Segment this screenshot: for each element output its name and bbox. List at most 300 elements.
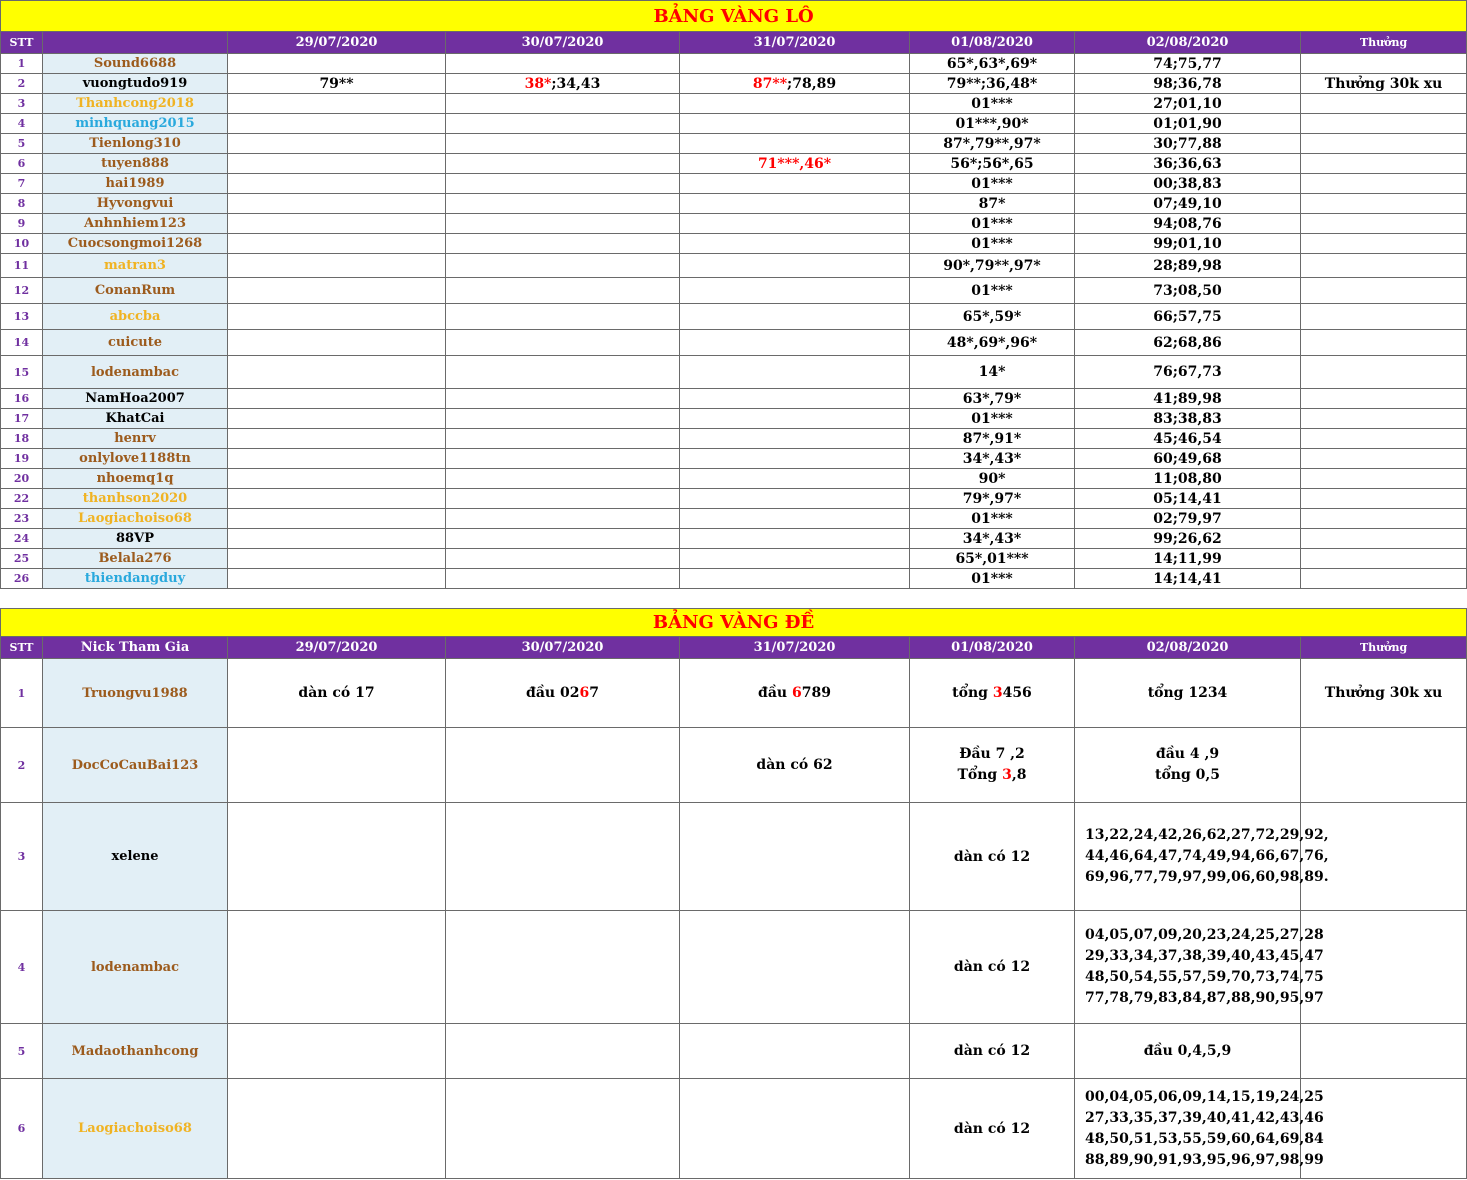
row-stt: 8: [1, 194, 43, 214]
lo-row: [1, 134, 1467, 154]
row-date-4: 65*,59*: [910, 304, 1075, 330]
row-reward: [1301, 509, 1467, 529]
row-nick: henrv: [43, 429, 228, 449]
row-nick: Thanhcong2018: [43, 94, 228, 114]
row-date-4: [910, 728, 1075, 803]
row-date-3: [680, 509, 910, 529]
row-stt: 17: [1, 409, 43, 429]
row-reward: [1301, 134, 1467, 154]
row-nick: xelene: [43, 803, 228, 911]
row-date-4: 01***: [910, 174, 1075, 194]
row-date-3: [680, 254, 910, 278]
text: ;78,89: [787, 75, 837, 92]
row-date-1: [228, 254, 446, 278]
row-date-1: [228, 1079, 446, 1179]
row-date-1: [228, 429, 446, 449]
row-date-3: dàn có 62: [680, 728, 910, 803]
row-stt: 3: [1, 803, 43, 911]
row-date-4: 79*,97*: [910, 489, 1075, 509]
row-stt: 4: [1, 114, 43, 134]
row-date-4: 01***: [910, 234, 1075, 254]
row-date-3: [680, 449, 910, 469]
row-date-2: [446, 134, 680, 154]
row-date-3: [680, 529, 910, 549]
de-header-stt: STT: [1, 637, 43, 659]
de-header-date-4: 01/08/2020: [910, 637, 1075, 659]
lo-row: [1, 356, 1467, 389]
row-date-2: [446, 356, 680, 389]
row-date-5: 07;49,10: [1075, 194, 1301, 214]
lo-row: [1, 214, 1467, 234]
text: 456: [1002, 685, 1032, 701]
row-date-1: [228, 304, 446, 330]
lo-title: BẢNG VÀNG LÔ: [1, 1, 1467, 32]
row-reward: [1301, 278, 1467, 304]
row-reward: [1301, 254, 1467, 278]
row-reward: [1301, 194, 1467, 214]
row-date-4: dàn có 12: [910, 911, 1075, 1024]
lo-row: [1, 569, 1467, 589]
row-date-2: [446, 254, 680, 278]
de-title: BẢNG VÀNG ĐỀ: [1, 609, 1467, 637]
text-highlight: 3: [992, 685, 1003, 701]
lo-row: [1, 509, 1467, 529]
row-nick: Laogiachoiso68: [43, 509, 228, 529]
row-date-4: dàn có 12: [910, 1024, 1075, 1079]
row-date-1: dàn có 17: [228, 659, 446, 728]
row-nick: lodenambac: [43, 356, 228, 389]
header-date-2: 30/07/2020: [446, 32, 680, 54]
header-nick: [43, 32, 228, 54]
row-date-4: dàn có 12: [910, 1079, 1075, 1179]
row-date-2: [446, 330, 680, 356]
row-reward: [1301, 304, 1467, 330]
row-date-4: 01***: [910, 214, 1075, 234]
text: ,8: [1011, 767, 1027, 783]
row-date-5: 02;79,97: [1075, 509, 1301, 529]
number-line: 29,33,34,37,38,39,40,43,45,47: [1085, 948, 1324, 964]
row-date-2: [446, 529, 680, 549]
de-header-nick: Nick Tham Gia: [43, 637, 228, 659]
row-date-2: [446, 114, 680, 134]
row-date-2: [446, 174, 680, 194]
row-nick: Truongvu1988: [43, 659, 228, 728]
row-stt: 6: [1, 1079, 43, 1179]
de-table: [0, 608, 1467, 1179]
row-reward: [1301, 911, 1467, 1024]
row-stt: 15: [1, 356, 43, 389]
row-stt: 14: [1, 330, 43, 356]
row-date-5: 36;36,63: [1075, 154, 1301, 174]
row-reward: [1301, 1079, 1467, 1179]
row-nick: Anhnhiem123: [43, 214, 228, 234]
row-date-5: 76;67,73: [1075, 356, 1301, 389]
row-date-5: [1075, 728, 1301, 803]
row-reward: Thưởng 30k xu: [1301, 659, 1467, 728]
row-date-5: 83;38,83: [1075, 409, 1301, 429]
row-date-2: [446, 449, 680, 469]
de-row: [1, 803, 1467, 911]
text-highlight: 3: [1002, 767, 1012, 783]
lo-row: [1, 304, 1467, 330]
lo-row: [1, 194, 1467, 214]
row-date-2: [446, 803, 680, 911]
row-nick: Belala276: [43, 549, 228, 569]
row-date-3: [680, 569, 910, 589]
row-date-1: [228, 449, 446, 469]
row-date-5: 05;14,41: [1075, 489, 1301, 509]
row-date-3: [680, 94, 910, 114]
number-line: 48,50,54,55,57,59,70,73,74,75: [1085, 969, 1324, 985]
row-stt: 7: [1, 174, 43, 194]
row-reward: [1301, 94, 1467, 114]
lo-row: [1, 154, 1467, 174]
row-date-5: tổng 1234: [1075, 659, 1301, 728]
row-date-2: [446, 74, 680, 94]
row-date-5: 99;01,10: [1075, 234, 1301, 254]
row-date-3: [680, 1024, 910, 1079]
row-reward: [1301, 214, 1467, 234]
row-date-4: 34*,43*: [910, 449, 1075, 469]
row-date-5: 27;01,10: [1075, 94, 1301, 114]
row-date-3: [680, 330, 910, 356]
row-date-4: 48*,69*,96*: [910, 330, 1075, 356]
row-date-4: 90*: [910, 469, 1075, 489]
row-date-1: [228, 728, 446, 803]
row-stt: 2: [1, 728, 43, 803]
row-date-4: 14*: [910, 356, 1075, 389]
row-date-3: [680, 74, 910, 94]
lo-row: [1, 330, 1467, 356]
lo-row: [1, 429, 1467, 449]
text: 7: [589, 685, 599, 701]
row-date-5: đầu 0,4,5,9: [1075, 1024, 1301, 1079]
row-date-3: [680, 409, 910, 429]
row-stt: 1: [1, 659, 43, 728]
lo-row: [1, 529, 1467, 549]
row-nick: nhoemq1q: [43, 469, 228, 489]
row-date-1: [228, 1024, 446, 1079]
row-date-3: [680, 174, 910, 194]
line: tổng 0,5: [1154, 767, 1220, 783]
row-date-5: 62;68,86: [1075, 330, 1301, 356]
row-date-1: [228, 489, 446, 509]
row-date-3: [680, 114, 910, 134]
row-date-2: [446, 304, 680, 330]
row-date-5: 99;26,62: [1075, 529, 1301, 549]
row-stt: 16: [1, 389, 43, 409]
row-reward: [1301, 1024, 1467, 1079]
row-date-2: [446, 154, 680, 174]
row-date-3: [680, 356, 910, 389]
row-stt: 6: [1, 154, 43, 174]
row-date-5: [1075, 803, 1329, 911]
line: [910, 765, 1074, 786]
row-nick: Madaothanhcong: [43, 1024, 228, 1079]
row-date-3: [680, 134, 910, 154]
row-date-1: [228, 389, 446, 409]
row-reward: [1301, 489, 1467, 509]
row-date-5: 94;08,76: [1075, 214, 1301, 234]
number-line: 04,05,07,09,20,23,24,25,27,28: [1085, 927, 1324, 943]
row-date-2: [446, 234, 680, 254]
row-nick: NamHoa2007: [43, 389, 228, 409]
row-date-3: [680, 1079, 910, 1179]
text: đầu 02: [526, 685, 580, 701]
row-nick: Cuocsongmoi1268: [43, 234, 228, 254]
row-nick: Tienlong310: [43, 134, 228, 154]
number-line: 88,89,90,91,93,95,96,97,98,99: [1085, 1151, 1324, 1168]
row-date-3: [680, 659, 910, 728]
row-date-2: [446, 509, 680, 529]
text: tổng: [952, 685, 993, 701]
row-date-4: 65*,63*,69*: [910, 54, 1075, 74]
row-date-5: 74;75,77: [1075, 54, 1301, 74]
header-stt: STT: [1, 32, 43, 54]
row-nick: ConanRum: [43, 278, 228, 304]
row-date-1: [228, 154, 446, 174]
row-date-2: [446, 389, 680, 409]
row-date-2: [446, 549, 680, 569]
row-date-1: [228, 911, 446, 1024]
row-date-1: [228, 330, 446, 356]
row-date-4: 87*: [910, 194, 1075, 214]
row-date-1: [228, 409, 446, 429]
row-reward: [1301, 469, 1467, 489]
row-stt: 3: [1, 94, 43, 114]
row-date-1: [228, 214, 446, 234]
row-date-2: [446, 469, 680, 489]
row-stt: 20: [1, 469, 43, 489]
lo-row: [1, 449, 1467, 469]
row-date-1: [228, 234, 446, 254]
row-stt: 19: [1, 449, 43, 469]
row-stt: 4: [1, 911, 43, 1024]
row-reward: [1301, 449, 1467, 469]
row-reward: [1301, 154, 1467, 174]
row-date-5: 11;08,80: [1075, 469, 1301, 489]
number-line: 44,46,64,47,74,49,94,66,67,76,: [1085, 848, 1329, 864]
row-date-5: 30;77,88: [1075, 134, 1301, 154]
row-date-4: 01***: [910, 94, 1075, 114]
row-date-3: [680, 803, 910, 911]
row-date-5: 45;46,54: [1075, 429, 1301, 449]
row-stt: 5: [1, 1024, 43, 1079]
de-row: [1, 911, 1467, 1024]
row-stt: 9: [1, 214, 43, 234]
row-reward: Thưởng 30k xu: [1301, 74, 1467, 94]
row-reward: [1301, 409, 1467, 429]
number-line: 48,50,51,53,55,59,60,64,69,84: [1085, 1130, 1324, 1147]
de-header-date-2: 30/07/2020: [446, 637, 680, 659]
row-nick: matran3: [43, 254, 228, 278]
lo-row: [1, 489, 1467, 509]
row-date-2: [446, 1079, 680, 1179]
row-nick: hai1989: [43, 174, 228, 194]
row-date-1: [228, 174, 446, 194]
row-stt: 5: [1, 134, 43, 154]
de-row: [1, 659, 1467, 728]
row-stt: 13: [1, 304, 43, 330]
row-date-2: [446, 489, 680, 509]
de-header-date-1: 29/07/2020: [228, 637, 446, 659]
text: đầu: [758, 685, 792, 701]
row-nick: abccba: [43, 304, 228, 330]
row-date-2: [446, 429, 680, 449]
lo-row: [1, 409, 1467, 429]
row-reward: [1301, 54, 1467, 74]
row-date-3: [680, 549, 910, 569]
de-row: [1, 1079, 1467, 1179]
header-date-4: 01/08/2020: [910, 32, 1075, 54]
row-date-2: [446, 214, 680, 234]
row-nick: minhquang2015: [43, 114, 228, 134]
text-highlight: 38*: [524, 75, 552, 92]
text-highlight: 71***,46*: [757, 155, 832, 172]
row-reward: [1301, 389, 1467, 409]
row-nick: DocCoCauBai123: [43, 728, 228, 803]
row-stt: 11: [1, 254, 43, 278]
row-date-1: [228, 114, 446, 134]
row-date-1: [228, 278, 446, 304]
row-date-4: 87*,79**,97*: [910, 134, 1075, 154]
number-line: 77,78,79,83,84,87,88,90,95,97: [1085, 990, 1324, 1006]
number-line: 00,04,05,06,09,14,15,19,24,25: [1085, 1088, 1324, 1105]
lo-row: [1, 174, 1467, 194]
row-date-2: [446, 728, 680, 803]
row-date-4: 01***: [910, 278, 1075, 304]
row-date-3: [680, 278, 910, 304]
row-date-5: 98;36,78: [1075, 74, 1301, 94]
row-reward: [1301, 174, 1467, 194]
row-date-3: [680, 489, 910, 509]
line: đầu 4 ,9: [1155, 746, 1220, 762]
number-line: 27,33,35,37,39,40,41,42,43,46: [1085, 1109, 1324, 1126]
row-nick: thiendangduy: [43, 569, 228, 589]
row-reward: [1301, 728, 1467, 803]
line: Đầu 7 ,2: [959, 746, 1025, 762]
row-stt: 10: [1, 234, 43, 254]
row-date-1: [228, 549, 446, 569]
row-stt: 22: [1, 489, 43, 509]
row-nick: onlylove1188tn: [43, 449, 228, 469]
row-date-2: [446, 194, 680, 214]
row-date-3: [680, 154, 910, 174]
lo-row: [1, 234, 1467, 254]
row-date-4: 01***: [910, 569, 1075, 589]
row-stt: 1: [1, 54, 43, 74]
text: Tổng: [957, 767, 1003, 783]
row-reward: [1301, 356, 1467, 389]
row-stt: 23: [1, 509, 43, 529]
row-date-4: [910, 659, 1075, 728]
row-stt: 24: [1, 529, 43, 549]
row-date-5: 41;89,98: [1075, 389, 1301, 409]
row-nick: KhatCai: [43, 409, 228, 429]
row-nick: 88VP: [43, 529, 228, 549]
row-date-3: [680, 304, 910, 330]
header-date-1: 29/07/2020: [228, 32, 446, 54]
lo-row: [1, 254, 1467, 278]
row-reward: [1301, 429, 1467, 449]
row-nick: lodenambac: [43, 911, 228, 1024]
lo-row: [1, 74, 1467, 94]
row-reward: [1301, 114, 1467, 134]
number-line: 13,22,24,42,26,62,27,72,29,92,: [1085, 827, 1329, 843]
row-date-4: 56*;56*,65: [910, 154, 1075, 174]
row-date-1: [228, 529, 446, 549]
text: ;34,43: [551, 75, 601, 92]
row-date-2: [446, 54, 680, 74]
row-date-4: 01***,90*: [910, 114, 1075, 134]
row-date-3: [680, 194, 910, 214]
row-date-5: 28;89,98: [1075, 254, 1301, 278]
row-date-1: [228, 469, 446, 489]
row-date-4: 63*,79*: [910, 389, 1075, 409]
row-date-2: [446, 569, 680, 589]
text: 789: [801, 685, 831, 701]
lo-row: [1, 114, 1467, 134]
row-stt: 2: [1, 74, 43, 94]
de-row: [1, 1024, 1467, 1079]
row-date-3: [680, 911, 910, 1024]
row-nick: cuicute: [43, 330, 228, 356]
de-row: [1, 728, 1467, 803]
row-reward: [1301, 569, 1467, 589]
row-stt: 12: [1, 278, 43, 304]
row-date-1: [228, 94, 446, 114]
row-reward: [1301, 549, 1467, 569]
row-nick: tuyen888: [43, 154, 228, 174]
row-reward: [1301, 529, 1467, 549]
row-date-3: [680, 214, 910, 234]
row-date-4: 90*,79**,97*: [910, 254, 1075, 278]
row-nick: Laogiachoiso68: [43, 1079, 228, 1179]
lo-row: [1, 469, 1467, 489]
row-date-5: [1075, 1079, 1324, 1179]
row-nick: vuongtudo919: [43, 74, 228, 94]
text-highlight: 6: [579, 685, 590, 701]
row-date-5: 14;14,41: [1075, 569, 1301, 589]
row-nick: thanhson2020: [43, 489, 228, 509]
row-date-1: [228, 569, 446, 589]
row-date-4: 65*,01***: [910, 549, 1075, 569]
lo-table: [0, 0, 1467, 589]
row-date-3: [680, 54, 910, 74]
row-date-5: 73;08,50: [1075, 278, 1301, 304]
number-line: 69,96,77,79,97,99,06,60,98,89.: [1085, 869, 1329, 885]
row-date-2: [446, 659, 680, 728]
text-highlight: 6: [791, 685, 802, 701]
row-date-1: [228, 54, 446, 74]
row-date-1: 79**: [228, 74, 446, 94]
row-date-5: 00;38,83: [1075, 174, 1301, 194]
de-header-date-5: 02/08/2020: [1075, 637, 1301, 659]
row-date-1: [228, 509, 446, 529]
row-date-4: 01***: [910, 409, 1075, 429]
row-date-5: 60;49,68: [1075, 449, 1301, 469]
row-date-4: 01***: [910, 509, 1075, 529]
row-date-1: [228, 356, 446, 389]
lo-row: [1, 549, 1467, 569]
row-stt: 26: [1, 569, 43, 589]
row-reward: [1301, 234, 1467, 254]
row-date-5: 01;01,90: [1075, 114, 1301, 134]
text-highlight: 87**: [752, 75, 788, 92]
row-date-4: 87*,91*: [910, 429, 1075, 449]
row-date-1: [228, 803, 446, 911]
row-date-1: [228, 194, 446, 214]
